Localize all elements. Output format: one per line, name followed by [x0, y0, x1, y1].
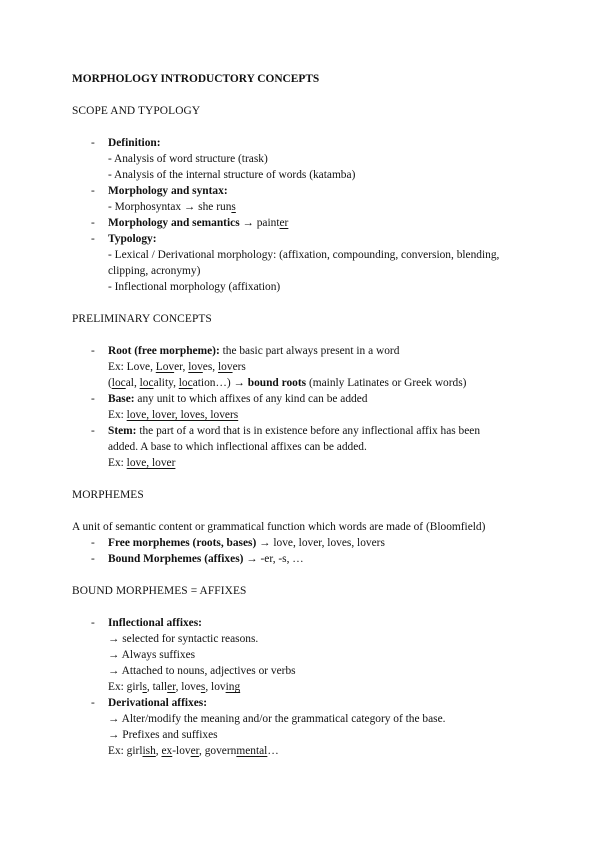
derivational-line: → Prefixes and suffixes — [108, 729, 218, 741]
bullet-dash: - — [91, 617, 95, 629]
syntax-line: - Morphosyntax → she runs — [108, 201, 236, 213]
typology-line: clipping, acronymy) — [108, 265, 201, 277]
bullet-dash: - — [91, 537, 95, 549]
section-heading-preliminary: PRELIMINARY CONCEPTS — [72, 313, 212, 325]
bound-roots-line: (local, locality, location…) → bound roots (mainly Latinates or Greek words) — [108, 377, 467, 389]
bullet-dash: - — [91, 217, 95, 229]
inflectional-line: → Always suffixes — [108, 649, 196, 661]
root-line: Root (free morpheme): the basic part always present in a word — [108, 345, 400, 357]
bullet-dash: - — [91, 425, 95, 437]
definition-label: Definition: — [108, 137, 161, 149]
bullet-dash: - — [91, 233, 95, 245]
base-example: Ex: love, lover, loves, lovers — [108, 409, 239, 421]
inflectional-line: → Attached to nouns, adjectives or verbs — [108, 665, 296, 677]
bullet-dash: - — [91, 137, 95, 149]
bullet-dash: - — [91, 553, 95, 565]
root-example: Ex: Love, Lover, loves, lovers — [108, 361, 246, 373]
free-morphemes-line: Free morphemes (roots, bases) → love, lover, loves, lovers — [108, 537, 385, 549]
definition-line: - Analysis of the internal structure of words (katamba) — [108, 169, 356, 181]
derivational-label: Derivational affixes: — [108, 697, 208, 709]
section-heading-affixes: BOUND MORPHEMES = AFFIXES — [72, 585, 247, 597]
bullet-dash: - — [91, 393, 95, 405]
semantics-line: Morphology and semantics → painter — [108, 217, 289, 229]
inflectional-example: Ex: girls, taller, loves, loving — [108, 681, 241, 693]
bullet-dash: - — [91, 697, 95, 709]
morphemes-intro: A unit of semantic content or grammatical function which words are made of (Bloomfield) — [72, 521, 486, 533]
definition-line: - Analysis of word structure (trask) — [108, 153, 268, 165]
stem-line: Stem: the part of a word that is in existence before any inflectional affix has been — [108, 425, 481, 437]
derivational-line: → Alter/modify the meaning and/or the grammatical category of the base. — [108, 713, 446, 725]
syntax-label: Morphology and syntax: — [108, 185, 228, 197]
typology-line: - Inflectional morphology (affixation) — [108, 281, 281, 293]
bullet-dash: - — [91, 185, 95, 197]
bound-morphemes-line: Bound Morphemes (affixes) → -er, -s, … — [108, 553, 304, 565]
typology-line: - Lexical / Derivational morphology: (affixation, compounding, conversion, blending, — [108, 249, 500, 261]
section-heading-scope: SCOPE AND TYPOLOGY — [72, 105, 201, 117]
bullet-dash: - — [91, 345, 95, 357]
document-title: MORPHOLOGY INTRODUCTORY CONCEPTS — [72, 73, 320, 85]
inflectional-label: Inflectional affixes: — [108, 617, 202, 629]
typology-label: Typology: — [108, 233, 157, 245]
derivational-example: Ex: girlish, ex-lover, governmental… — [108, 745, 279, 757]
base-line: Base: any unit to which affixes of any kind can be added — [108, 393, 368, 405]
stem-line: added. A base to which inflectional affixes can be added. — [108, 441, 367, 453]
stem-example: Ex: love, lover — [108, 457, 176, 469]
section-heading-morphemes: MORPHEMES — [72, 489, 144, 501]
inflectional-line: → selected for syntactic reasons. — [108, 633, 259, 645]
